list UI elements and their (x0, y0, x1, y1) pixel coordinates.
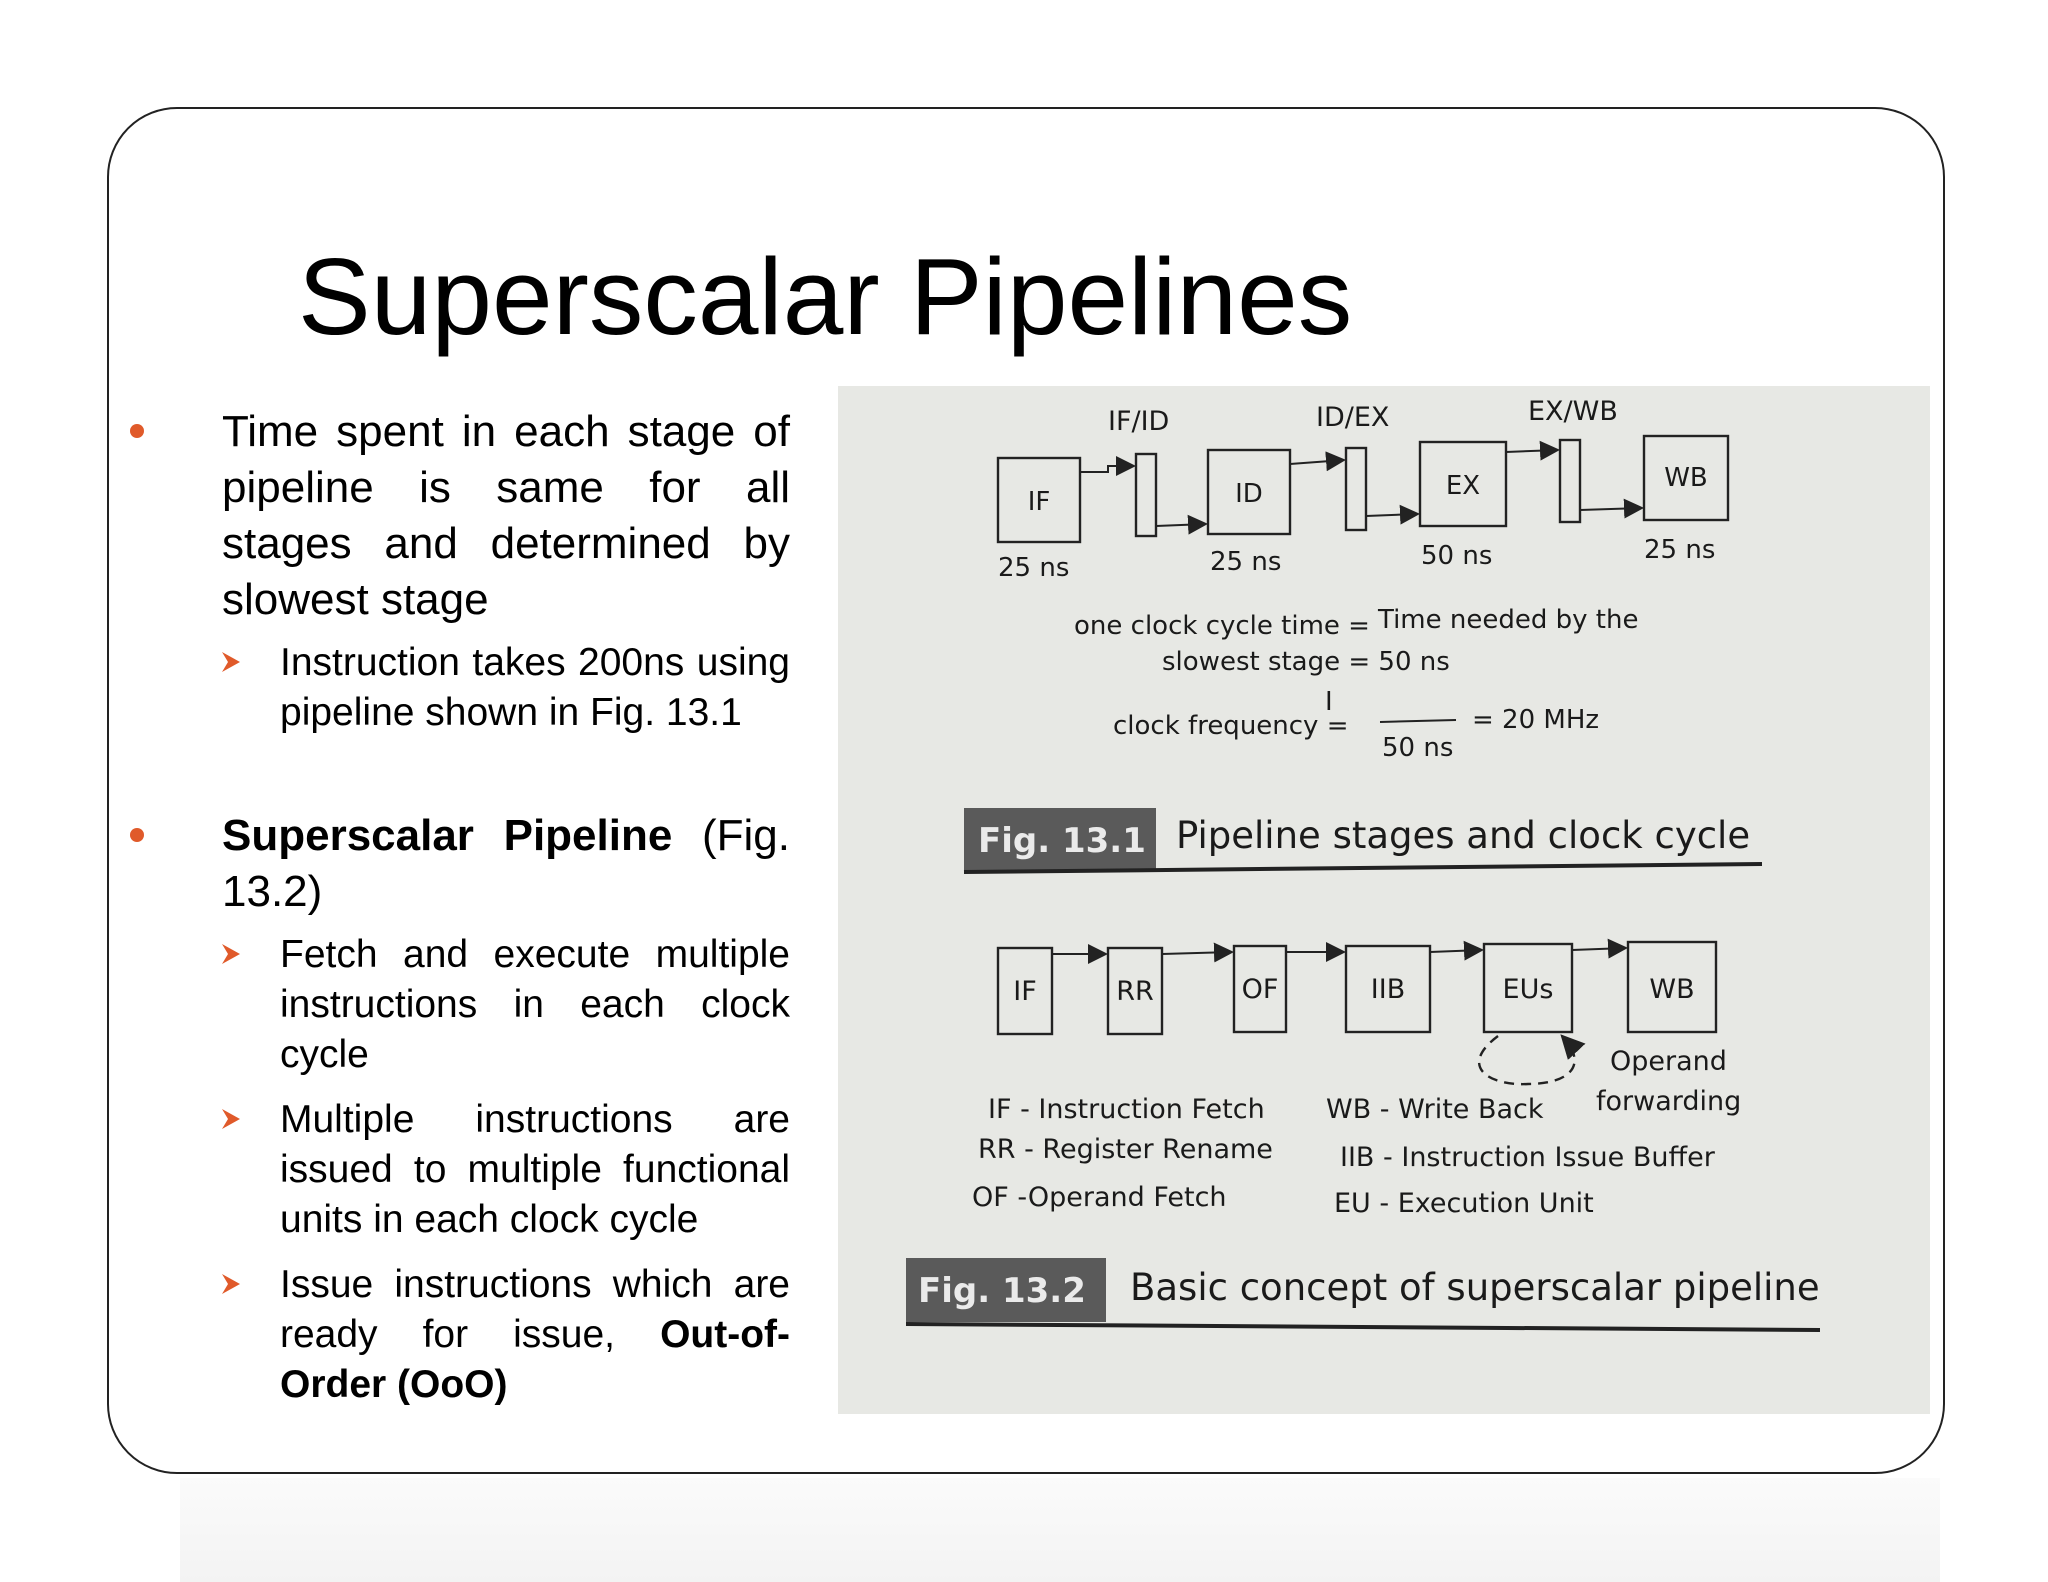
fig1-reg-label-2: ID/EX (1316, 402, 1390, 433)
fig2-stage-if: IF (1013, 976, 1037, 1007)
fig2-legend-4: WB - Write Back (1326, 1094, 1544, 1125)
fig1-stage-ex: EX (1445, 471, 1481, 501)
fig2-forwarding-1: Operand (1610, 1046, 1727, 1077)
fig2-stage-iib: IIB (1370, 974, 1406, 1005)
fig1-eq1-left: one clock cycle time = (1074, 611, 1370, 641)
fig2-diagram (906, 942, 1820, 1330)
fig2-stage-eus: EUs (1502, 974, 1554, 1005)
fig1-fraction-bar (1380, 720, 1456, 722)
fig1-arrow (1290, 460, 1344, 464)
fig1-time-id: 25 ns (1210, 547, 1282, 577)
fig1-arrow (1506, 450, 1558, 452)
sub-bullet-1-1-text: Instruction takes 200ns using pipeline shown in Fig. 13.1 (280, 641, 790, 734)
bullet-dot (130, 828, 144, 842)
fig2-arrow (1162, 952, 1232, 954)
fig1-reg-label-1: IF/ID (1108, 406, 1170, 437)
fig2-caption: Basic concept of superscalar pipeline (1130, 1266, 1820, 1309)
arrow-bullet-icon (220, 1272, 242, 1296)
figure-diagram (838, 386, 1930, 1414)
fig1-arrow (1156, 524, 1206, 526)
fig1-time-ex: 50 ns (1421, 541, 1493, 571)
fig1-arrow (1580, 508, 1642, 510)
fig1-eq2-num: I (1325, 687, 1333, 717)
bullet-2-rest: (Fig. 13.2) (222, 811, 790, 916)
slide-title: Superscalar Pipelines (298, 236, 1353, 358)
fig1-arrow (1366, 514, 1418, 516)
fig1-eq2-right: = 20 MHz (1472, 705, 1600, 735)
fig1-reg-label-3: EX/WB (1528, 396, 1618, 427)
arrow-bullet-icon (220, 942, 242, 966)
sub-bullet-2-3-bold: Out-of-Order (OoO) (280, 1313, 790, 1406)
fig2-arrow (1572, 948, 1626, 950)
fig2-legend-6: EU - Execution Unit (1334, 1188, 1594, 1219)
bullet-2-text (222, 808, 790, 920)
fig1-eq2-left: clock frequency = (1113, 711, 1349, 741)
fig1-latch-3 (1560, 440, 1580, 522)
arrow-bullet-icon (220, 650, 242, 674)
bullet-2-bold: Superscalar Pipeline (222, 811, 673, 860)
fig2-arrow (1430, 950, 1482, 952)
fig2-legend-2: RR - Register Rename (978, 1134, 1273, 1165)
fig1-latch-1 (1136, 454, 1156, 536)
fig2-stage-of: OF (1241, 974, 1279, 1005)
fig2-stage-wb: WB (1649, 974, 1695, 1005)
fig1-eq1-right: Time needed by the (1378, 605, 1639, 635)
fig1-time-wb: 25 ns (1644, 535, 1716, 565)
sub-bullet-2-2-text: Multiple instructions are issued to multiple functional units in each clock cycle (280, 1098, 790, 1241)
sub-bullet-2-3-text (280, 1260, 790, 1410)
fig1-stage-wb: WB (1664, 463, 1708, 493)
bullet-1-text: Time spent in each stage of pipeline is same for all stages and determined by slowest stage (222, 407, 790, 624)
figure-photo (838, 386, 1930, 1414)
fig1-eq2-den: 50 ns (1382, 733, 1454, 763)
fig2-label: Fig. 13.2 (918, 1271, 1086, 1311)
sub-bullet-2-3-plain: Issue instructions which are ready for issue, (280, 1263, 790, 1356)
fig1-stage-id: ID (1235, 479, 1263, 509)
sub-bullet-2-1-text: Fetch and execute multiple instructions in each clock cycle (280, 933, 790, 1076)
bottom-shadow (180, 1478, 1940, 1582)
fig2-caption-rule (906, 1324, 1820, 1330)
fig2-stage-rr: RR (1116, 976, 1154, 1007)
fig2-legend-5: IIB - Instruction Issue Buffer (1340, 1142, 1715, 1173)
fig1-eq1-line2: slowest stage = 50 ns (1162, 647, 1450, 677)
fig2-forwarding-2: forwarding (1596, 1086, 1742, 1117)
fig1-stage-if: IF (1027, 487, 1051, 517)
fig1-latch-2 (1346, 448, 1366, 530)
fig1-label: Fig. 13.1 (978, 821, 1146, 861)
fig1-diagram (964, 396, 1762, 872)
fig1-caption: Pipeline stages and clock cycle (1176, 814, 1751, 857)
fig1-arrow (1080, 466, 1134, 472)
fig1-time-if: 25 ns (998, 553, 1070, 583)
fig2-legend-1: IF - Instruction Fetch (988, 1094, 1265, 1125)
fig2-forwarding-loop (1479, 1036, 1574, 1084)
fig2-legend-3: OF -Operand Fetch (972, 1182, 1227, 1213)
arrow-bullet-icon (220, 1107, 242, 1131)
bullet-dot (130, 424, 144, 438)
